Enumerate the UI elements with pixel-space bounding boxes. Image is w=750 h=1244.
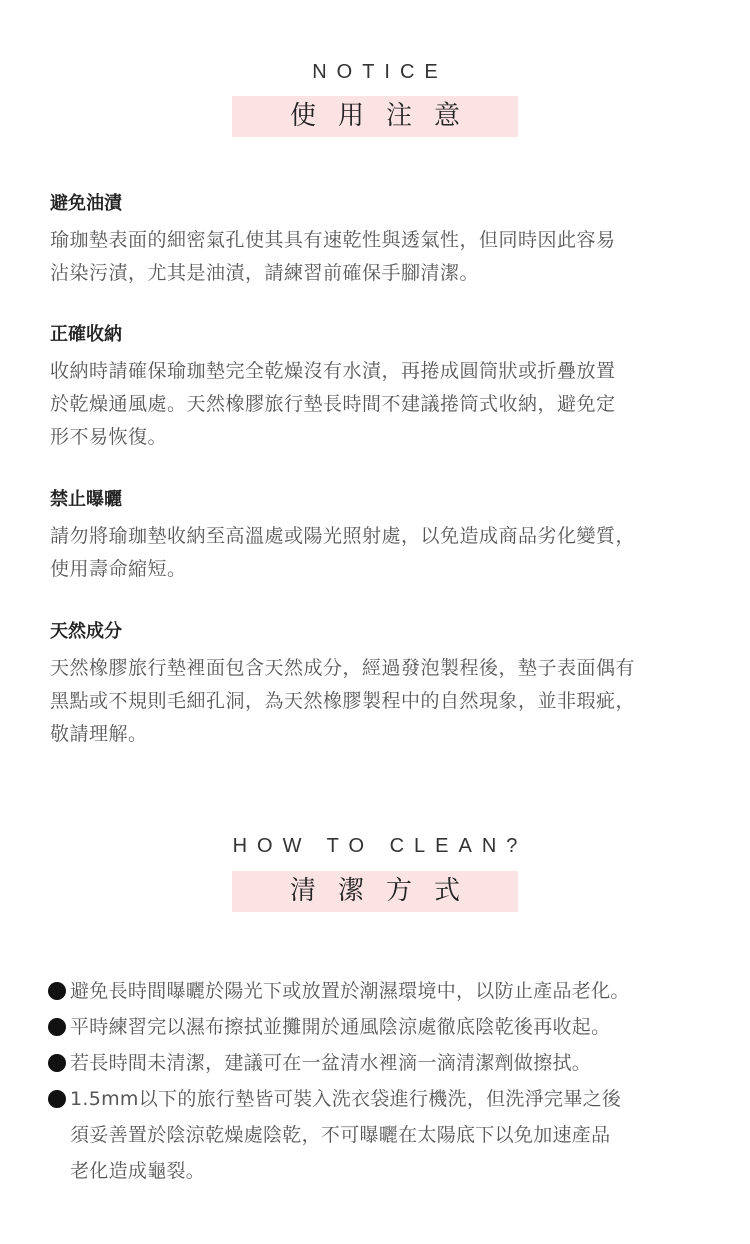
notice-item-natural [50,620,720,751]
list-item [48,973,728,1009]
notice-zh-title: 使用注意 [232,96,518,137]
notice-line: 瑜珈墊表面的細密氣孔使其具有速乾性與透氣性，但同時因此容易 [50,229,616,251]
bullet-icon [48,1018,66,1036]
clean-line: 老化造成龜裂。 [70,1160,206,1182]
clean-line: 須妥善置於陰涼乾燥處陰乾，不可曝曬在太陽底下以免加速產品 [70,1124,611,1146]
notice-line: 於乾燥通風處。天然橡膠旅行墊長時間不建議捲筒式收納，避免定 [50,393,616,415]
notice-item-body [50,652,720,751]
notice-item-title: 避免油漬 [50,193,122,214]
notice-line: 天然橡膠旅行墊裡面包含天然成分，經過發泡製程後，墊子表面偶有 [50,657,636,679]
clean-line: 避免長時間曝曬於陽光下或放置於潮濕環境中，以防止產品老化。 [70,980,630,1002]
notice-item-body [50,224,720,290]
clean-en-title: HOW TO CLEAN? [232,835,528,857]
notice-en-title: NOTICE [312,61,448,83]
notice-line: 收納時請確保瑜珈墊完全乾燥沒有水漬，再捲成圓筒狀或折疊放置 [50,360,616,382]
clean-zh-title: 清潔方式 [232,871,518,912]
notice-item-storage [50,323,720,454]
clean-header [0,834,750,858]
notice-item-body [50,355,720,454]
clean-list [48,973,728,1189]
clean-line: 1.5mm以下的旅行墊皆可裝入洗衣袋進行機洗，但洗淨完畢之後 [70,1088,622,1110]
notice-header [0,60,750,84]
notice-line: 形不易恢復。 [50,426,168,448]
notice-item-body [50,520,720,586]
notice-line: 沾染污漬，尤其是油漬，請練習前確保手腳清潔。 [50,262,480,284]
notice-item-oil [50,192,720,290]
notice-line: 使用壽命縮短。 [50,558,187,580]
notice-line: 敬請理解。 [50,723,148,745]
notice-line: 黑點或不規則毛細孔洞，為天然橡膠製程中的自然現象，並非瑕疵， [50,690,636,712]
clean-line: 若長時間未清潔，建議可在一盆清水裡滴一滴清潔劑做擦拭。 [70,1052,592,1074]
notice-item-sun [50,488,720,586]
bullet-icon [48,1090,66,1108]
list-item [48,1045,728,1081]
list-item [48,1009,728,1045]
notice-item-title: 正確收納 [50,324,122,345]
notice-item-title: 禁止曝曬 [50,489,122,510]
notice-item-title: 天然成分 [50,621,122,642]
clean-line: 平時練習完以濕布擦拭並攤開於通風陰涼處徹底陰乾後再收起。 [70,1016,611,1038]
list-item [48,1081,728,1189]
bullet-icon [48,1054,66,1072]
bullet-icon [48,982,66,1000]
notice-line: 請勿將瑜珈墊收納至高溫處或陽光照射處，以免造成商品劣化變質， [50,525,636,547]
